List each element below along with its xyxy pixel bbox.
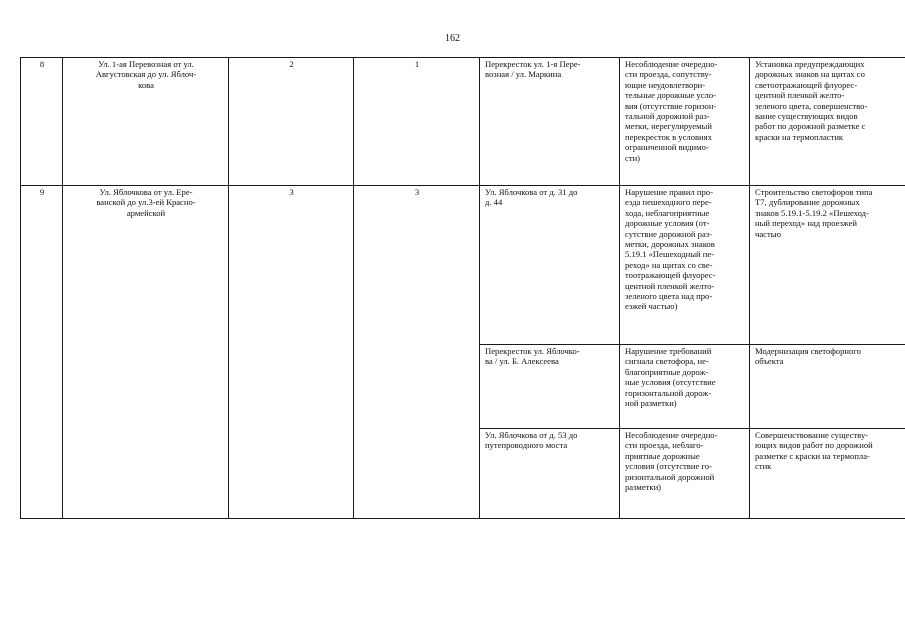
accident-count: 3	[289, 187, 294, 197]
street-section-cell	[63, 186, 229, 519]
location-text: Перекресток ул. 1-я Пере- возная / ул. Маркина	[485, 59, 581, 80]
injured-count: 1	[414, 59, 420, 69]
street-section: Ул. 1-ая Перевозная от ул. Августовская до ул. Яблоч- кова	[95, 59, 197, 90]
street-section: Ул. Яблочкова от ул. Ере- ванской до ул.3-ей Красно- армейской	[96, 187, 196, 218]
location-cell	[480, 345, 620, 429]
accident-count: 2	[289, 59, 294, 69]
measure-cell	[750, 429, 905, 519]
location-cell	[480, 429, 620, 519]
measure-cell	[750, 186, 905, 345]
measure-text: Установка предупреждающих дорожных знаков на щитах со светоотражающей флуорес- центной пленкой желто- зеленого цвета, совершенство- вание существующих видов работ по дорожной разметке с краски на термопластик	[755, 59, 868, 142]
location-cell	[480, 58, 620, 186]
row-number-cell	[21, 186, 63, 519]
row-number: 9	[39, 187, 45, 197]
location-text: Ул. Яблочкова от д. 31 до д. 44	[485, 187, 578, 208]
cause-cell	[620, 186, 750, 345]
cause-text: Нарушение правил про- езда пешеходного пере- хода, неблагоприятные дорожные условия (от- сутствие дорожной раз- метки, дорожных знаков 5.19.1 «Пешеходный пе- реход» на щитах со све- тоотражающей флуорес- центной пленкой желто- зеленого цвета над про- езжей частью)	[625, 187, 716, 312]
measure-text: Строительство светофоров типа Т7, дублирование дорожных знаков 5.19.1-5.19.2 «Пешеход- ный переход» над проезжей частью	[755, 187, 873, 239]
measure-cell	[750, 58, 905, 186]
table-row	[21, 186, 905, 345]
cause-text: Нарушение требований сигнала светофора, не- благоприятные дорож- ные условия (отсутствие горизонтальной дорож- ной разметки)	[625, 346, 716, 409]
location-cell	[480, 186, 620, 345]
count-cell	[354, 58, 480, 186]
cause-cell	[620, 429, 750, 519]
injured-count: 3	[414, 187, 420, 197]
cause-cell	[620, 345, 750, 429]
row-number-cell	[21, 58, 63, 186]
street-section-cell	[63, 58, 229, 186]
page-number: 162	[445, 33, 460, 44]
row-number: 8	[39, 59, 45, 69]
table-row	[21, 58, 905, 186]
location-text: Перекресток ул. Яблочко- ва / ул. Б. Алексеева	[485, 346, 580, 367]
cause-text: Несоблюдение очередно- сти проезда, неблаго- приятные дорожные условия (отсутствие го- ризонтальной дорожной разметки)	[625, 430, 718, 493]
location-text: Ул. Яблочкова от д. 53 до путепроводного моста	[485, 430, 578, 451]
cause-cell	[620, 58, 750, 186]
count-cell	[229, 186, 354, 519]
accident-hotspot-table	[20, 57, 905, 519]
count-cell	[229, 58, 354, 186]
measure-cell	[750, 345, 905, 429]
count-cell	[354, 186, 480, 519]
measure-text: Модернизация светофорного объекта	[755, 346, 861, 367]
measure-text: Совершенствование существу- ющих видов работ по дорожной разметке с краски на термопла- стик	[755, 430, 873, 472]
cause-text: Несоблюдение очередно- сти проезда, сопутству- ющие неудовлетвори- тельные дорожные усло- вия (отсутствие горизон- тальной дорожной раз- метки, нерегулируемый перекресток в условиях ограниченной видимо- сти)	[625, 59, 718, 163]
